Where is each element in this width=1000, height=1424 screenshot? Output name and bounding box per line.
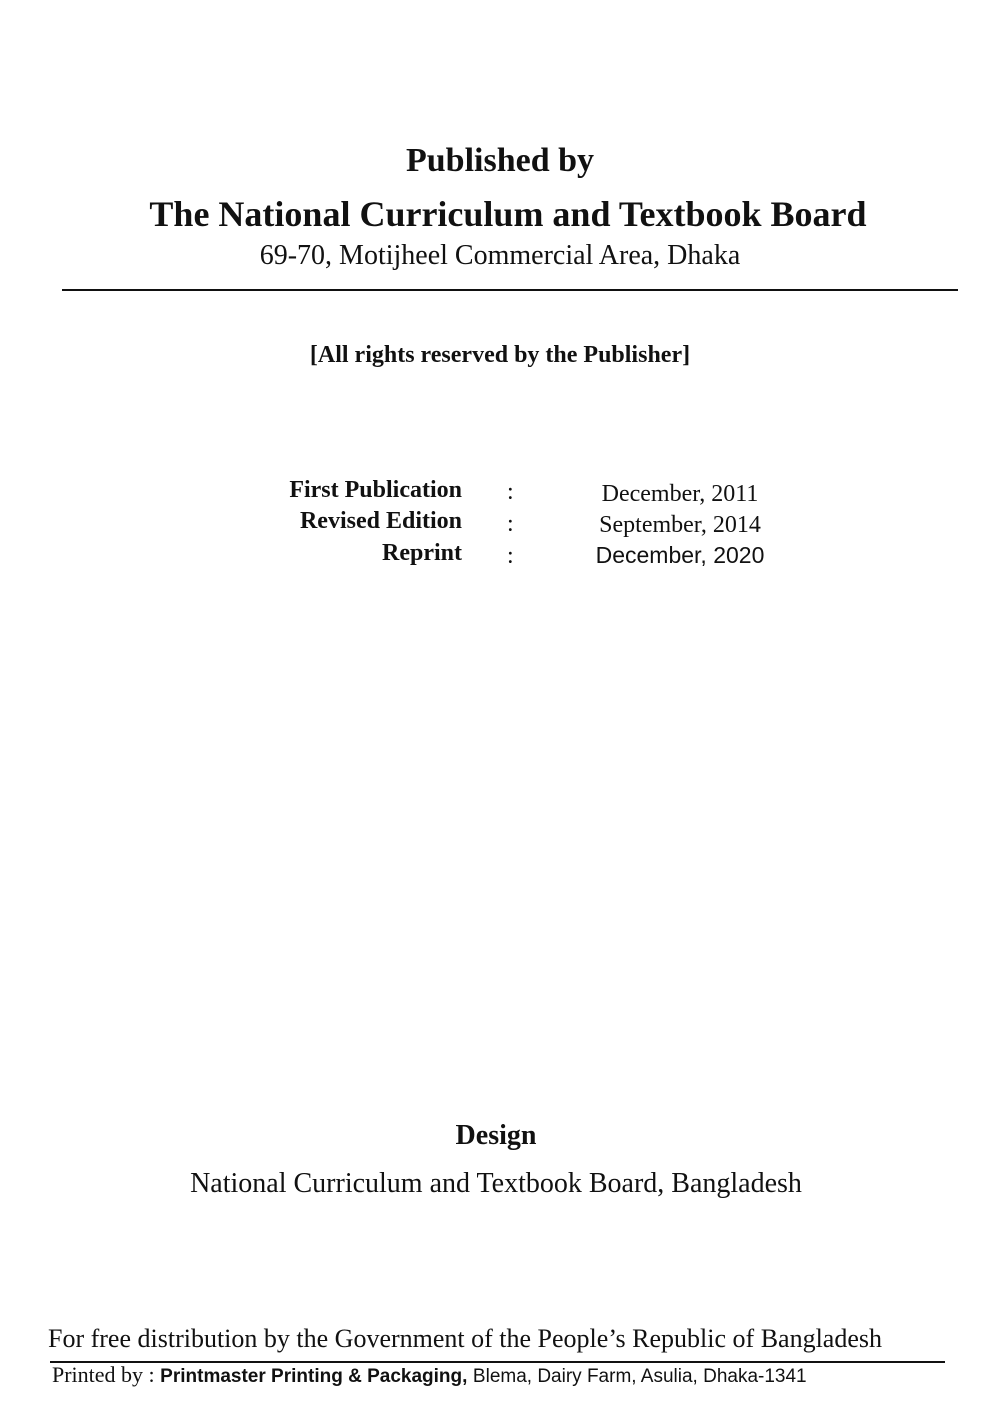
distribution-notice: For free distribution by the Government of the People’s Republic of Bangladesh [48,1324,882,1353]
edition-value: September, 2014 [599,512,761,538]
edition-label: Reprint [382,540,462,566]
printed-by-label: Printed by : [52,1362,155,1387]
header-divider [62,289,958,291]
printer-address: Blema, Dairy Farm, Asulia, Dhaka-1341 [472,1366,807,1387]
edition-label: First Publication [289,477,462,503]
rights-notice: [All rights reserved by the Publisher] [309,342,691,368]
publisher-address: 69-70, Motijheel Commercial Area, Dhaka [259,240,741,271]
publisher-name: The National Curriculum and Textbook Board [149,194,867,234]
edition-value: December, 2020 [595,542,765,568]
edition-value: December, 2011 [601,481,759,507]
design-heading: Design [455,1120,537,1151]
edition-separator: : [507,479,514,505]
edition-separator: : [507,511,514,537]
edition-label: Revised Edition [299,508,462,534]
published-by-heading: Published by [405,142,595,179]
printer-line [52,1362,807,1388]
printer-name: Printmaster Printing & Packaging, [160,1366,468,1387]
edition-separator: : [507,543,514,569]
design-credit: National Curriculum and Textbook Board, Bangladesh [190,1168,802,1199]
